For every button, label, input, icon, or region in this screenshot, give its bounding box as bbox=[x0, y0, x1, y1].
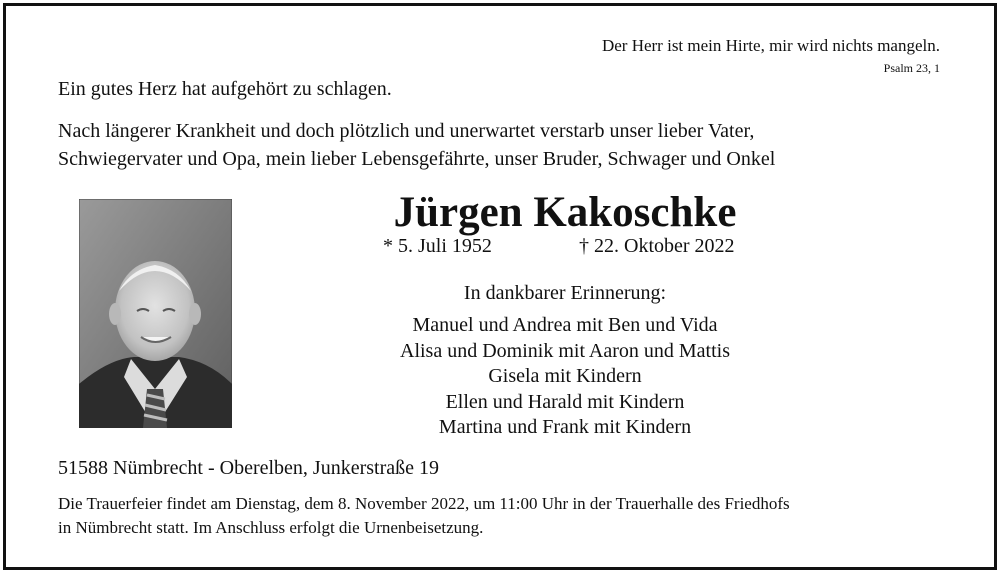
remembrance-heading: In dankbarer Erinnerung: bbox=[463, 282, 667, 304]
family-member-line: Gisela mit Kindern bbox=[488, 365, 642, 387]
birth-date: * 5. Juli 1952 bbox=[383, 235, 492, 257]
family-member-line: Alisa und Dominik mit Aaron und Mattis bbox=[400, 339, 730, 362]
portrait-photo bbox=[79, 199, 232, 428]
announcement-line: Schwiegervater und Opa, mein lieber Lebensgefährte, unser Bruder, Schwager und Onkel bbox=[58, 148, 776, 170]
funeral-service-info bbox=[58, 492, 958, 540]
bible-verse: Der Herr ist mein Hirte, mir wird nichts mangeln. bbox=[601, 36, 940, 55]
announcement-line: Nach längerer Krankheit und doch plötzlich und unerwartet verstarb unser lieber Vater, bbox=[58, 120, 755, 142]
service-line: Die Trauerfeier findet am Dienstag, dem 8. November 2022, um 11:00 Uhr in der Trauerhalle des Friedhofs bbox=[58, 494, 790, 513]
family-member-line: Manuel und Andrea mit Ben und Vida bbox=[412, 314, 718, 336]
death-date: † 22. Oktober 2022 bbox=[579, 235, 735, 257]
intro-text: Ein gutes Herz hat aufgehört zu schlagen. bbox=[58, 78, 392, 100]
family-list bbox=[340, 313, 790, 441]
address: 51588 Nümbrecht - Oberelben, Junkerstraße 19 bbox=[58, 457, 439, 479]
family-member-line: Ellen und Harald mit Kindern bbox=[445, 390, 685, 413]
announcement-text bbox=[58, 117, 918, 173]
bible-verse-reference: Psalm 23, 1 bbox=[883, 61, 940, 75]
service-line: in Nümbrecht statt. Im Anschluss erfolgt die Urnenbeisetzung. bbox=[58, 518, 484, 537]
family-member-line: Martina und Frank mit Kindern bbox=[438, 416, 692, 438]
deceased-name: Jürgen Kakoschke bbox=[393, 189, 737, 236]
